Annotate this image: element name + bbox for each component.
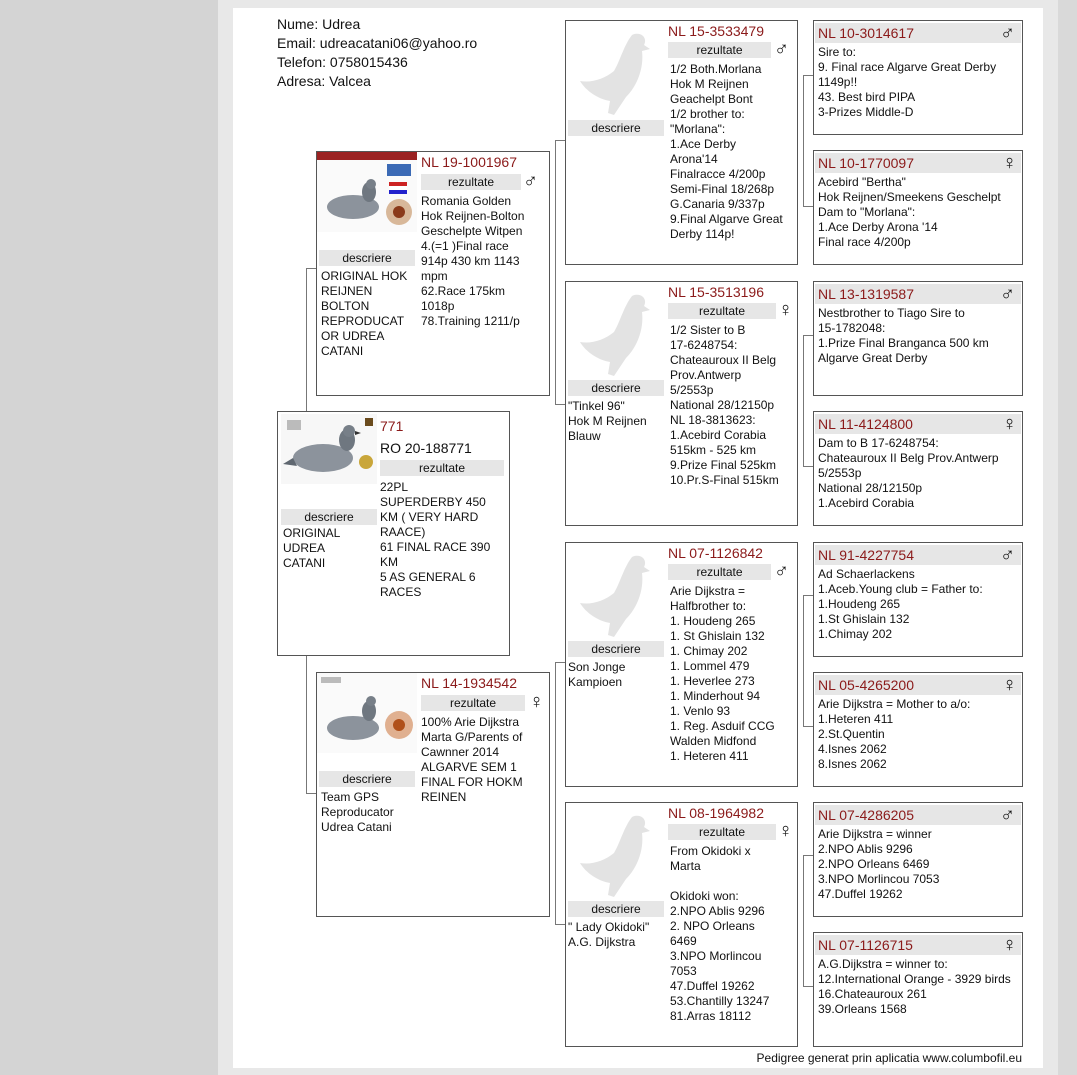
male-icon: ♂ [523,170,538,192]
great-grandparent-card-4[interactable] [813,411,1023,526]
male-icon: ♂ [774,560,789,582]
viewer-scrollbar-track[interactable] [1058,0,1077,1075]
female-icon: ♀ [778,299,793,321]
mother-description-text: Team GPS Reproducator Udrea Catani [321,790,394,834]
subject-results-tab[interactable]: rezultate [380,460,504,476]
mother-photo [317,673,417,753]
female-icon: ♀ [1002,674,1017,696]
grandparent-card-2[interactable] [565,281,798,526]
gp3-ring-number: NL 07-1126842 [668,545,763,561]
ggp6-ring-number: NL 05-4265200 [818,677,915,693]
ggp5-text: Ad Schaerlackens 1.Aceb.Young club = Father to: 1.Houdeng 265 1.St Ghislain 132 1.Chimay 202 [818,567,983,641]
ggp4-ring-number: NL 11-4124800 [818,416,913,432]
subject-results-text: 22PL SUPERDERBY 450 KM ( VERY HARD RAACE) 61 FINAL RACE 390 KM 5 AS GENERAL 6 RACES [380,480,491,599]
ggp1-ring-number: NL 10-3014617 [818,25,915,41]
owner-phone: Telefon: 0758015436 [277,54,408,70]
ggp3-ring-number: NL 13-1319587 [818,286,915,302]
great-grandparent-card-8[interactable] [813,932,1023,1047]
father-ring-number: NL 19-1001967 [421,154,518,170]
gp4-ring-number: NL 08-1964982 [668,805,765,821]
father-photo [317,152,417,232]
female-icon: ♀ [1002,934,1017,956]
gp2-description-text: "Tinkel 96" Hok M Reijnen Blauw [568,399,647,443]
male-icon: ♂ [774,38,789,60]
female-icon: ♀ [1002,152,1017,174]
male-icon: ♂ [1000,804,1015,826]
ggp8-ring-number: NL 07-1126715 [818,937,913,953]
gp4-results-text: From Okidoki x Marta Okidoki won: 2.NPO Ablis 9296 2. NPO Orleans 6469 3.NPO Morlincou 7053 47.Duffel 19262 53.Chantilly 13247 81.Arras 18112 [670,844,770,1023]
grandparent-card-1[interactable] [565,20,798,265]
gp1-ring-number: NL 15-3533479 [668,23,765,39]
great-grandparent-card-2[interactable] [813,150,1023,265]
subject-photo [281,414,377,484]
ggp6-text: Arie Dijkstra = Mother to a/o: 1.Heteren 411 2.St.Quentin 4.Isnes 2062 8.Isnes 2062 [818,697,971,771]
gp2-results-text: 1/2 Sister to B 17-6248754: Chateauroux II Belg Prov.Antwerp 5/2553p National 28/12150p NL 18-3813623: 1.Acebird Corabia 515km - 525 km 9.Prize Final 525km 10.Pr.S-Final 515km [670,323,779,487]
mother-results-text: 100% Arie Dijkstra Marta G/Parents of Cawnner 2014 ALGARVE SEM 1 FINAL FOR HOKM REINEN [421,715,523,804]
ggp2-text: Acebird "Bertha" Hok Reijnen/Smeekens Geschelpt Dam to "Morlana": 1.Ace Derby Arona '14 Final race 4/200p [818,175,1001,249]
female-icon: ♀ [778,820,793,842]
pigeon-photo-icon [317,673,417,753]
subject-description-text: ORIGINAL UDREA CATANI [283,526,341,570]
ggp2-ring-number: NL 10-1770097 [818,155,915,171]
gp2-description-tab[interactable]: descriere [568,380,664,396]
male-icon: ♂ [1000,283,1015,305]
gp3-results-text: Arie Dijkstra = Halfbrother to: 1. Houdeng 265 1. St Ghislain 132 1. Chimay 202 1. Lommel 479 1. Heverlee 273 1. Minderhout 94 1. Venlo 93 1. Reg. Asduif CCG Walden Midfond 1. Heteren 411 [670,584,775,763]
owner-address: Adresa: Valcea [277,73,371,89]
ggp1-text: Sire to: 9. Final race Algarve Great Derby 1149p!! 43. Best bird PIPA 3-Prizes Middle-D [818,45,997,119]
gp3-description-tab[interactable]: descriere [568,641,664,657]
father-description-tab[interactable]: descriere [319,250,415,266]
grandparent-card-4[interactable] [565,802,798,1047]
ggp7-text: Arie Dijkstra = winner 2.NPO Ablis 9296 2.NPO Orleans 6469 3.NPO Morlincou 7053 47.Duffel 19262 [818,827,940,901]
owner-info [277,15,477,91]
gp1-description-tab[interactable]: descriere [568,120,664,136]
owner-name: Nume: Udrea [277,16,361,32]
great-grandparent-card-1[interactable] [813,20,1023,135]
pigeon-silhouette-icon [574,288,664,383]
pigeon-silhouette-icon [574,809,664,904]
great-grandparent-card-7[interactable] [813,802,1023,917]
female-icon: ♀ [529,691,544,713]
male-icon: ♂ [1000,544,1015,566]
grandparent-card-3[interactable] [565,542,798,787]
subject-card[interactable] [277,411,510,656]
pigeon-silhouette-icon [574,27,664,122]
gp1-results-tab[interactable]: rezultate [668,42,771,58]
gp4-description-text: " Lady Okidoki" A.G. Dijkstra [568,920,650,949]
gp4-results-tab[interactable]: rezultate [668,824,776,840]
ggp7-ring-number: NL 07-4286205 [818,807,915,823]
male-icon: ♂ [1000,22,1015,44]
ggp5-ring-number: NL 91-4227754 [818,547,915,563]
great-grandparent-card-5[interactable] [813,542,1023,657]
great-grandparent-card-6[interactable] [813,672,1023,787]
father-results-text: Romania Golden Hok Reijnen-Bolton Geschelpte Witpen 4.(=1 )Final race 914p 430 km 1143 mpm 62.Race 175km 1018p 78.Training 1211/p [421,194,525,328]
gp3-description-text: Son Jonge Kampioen [568,660,626,689]
gp2-results-tab[interactable]: rezultate [668,303,776,319]
subject-number: 771 [380,418,404,434]
father-card[interactable] [316,151,550,396]
mother-card[interactable] [316,672,550,917]
great-grandparent-card-3[interactable] [813,281,1023,396]
gp2-ring-number: NL 15-3513196 [668,284,765,300]
father-description-text: ORIGINAL HOK REIJNEN BOLTON REPRODUCAT OR UDREA CATANI [321,269,408,358]
subject-description-tab[interactable]: descriere [281,509,377,525]
gp3-results-tab[interactable]: rezultate [668,564,771,580]
owner-email: Email: udreacatani06@yahoo.ro [277,35,478,51]
female-icon: ♀ [1002,413,1017,435]
mother-ring-number: NL 14-1934542 [421,675,518,691]
mother-description-tab[interactable]: descriere [319,771,415,787]
ggp4-text: Dam to B 17-6248754: Chateauroux II Belg Prov.Antwerp 5/2553p National 28/12150p 1.Acebird Corabia [818,436,999,510]
gp1-results-text: 1/2 Both.Morlana Hok M Reijnen Geachelpt Bont 1/2 brother to: "Morlana": 1.Ace Derby Arona'14 Finalracce 4/200p Semi-Final 18/268p G.Canaria 9/337p 9.Final Algarve Great Derby 114p! [670,62,783,241]
ggp8-text: A.G.Dijkstra = winner to: 12.International Orange - 3929 birds 16.Chateauroux 261 39.Orleans 1568 [818,957,1011,1016]
pigeon-silhouette-icon [574,549,664,644]
footer-credit: Pedigree generat prin aplicatia www.columbofil.eu [756,1051,1022,1065]
father-results-tab[interactable]: rezultate [421,174,521,190]
gp4-description-tab[interactable]: descriere [568,901,664,917]
mother-results-tab[interactable]: rezultate [421,695,525,711]
pigeon-photo-icon [317,152,417,232]
subject-ring-number: RO 20-188771 [380,440,472,456]
ggp3-text: Nestbrother to Tiago Sire to 15-1782048: 1.Prize Final Branganca 500 km Algarve Great Derby [818,306,989,365]
pigeon-photo-icon [281,414,377,484]
